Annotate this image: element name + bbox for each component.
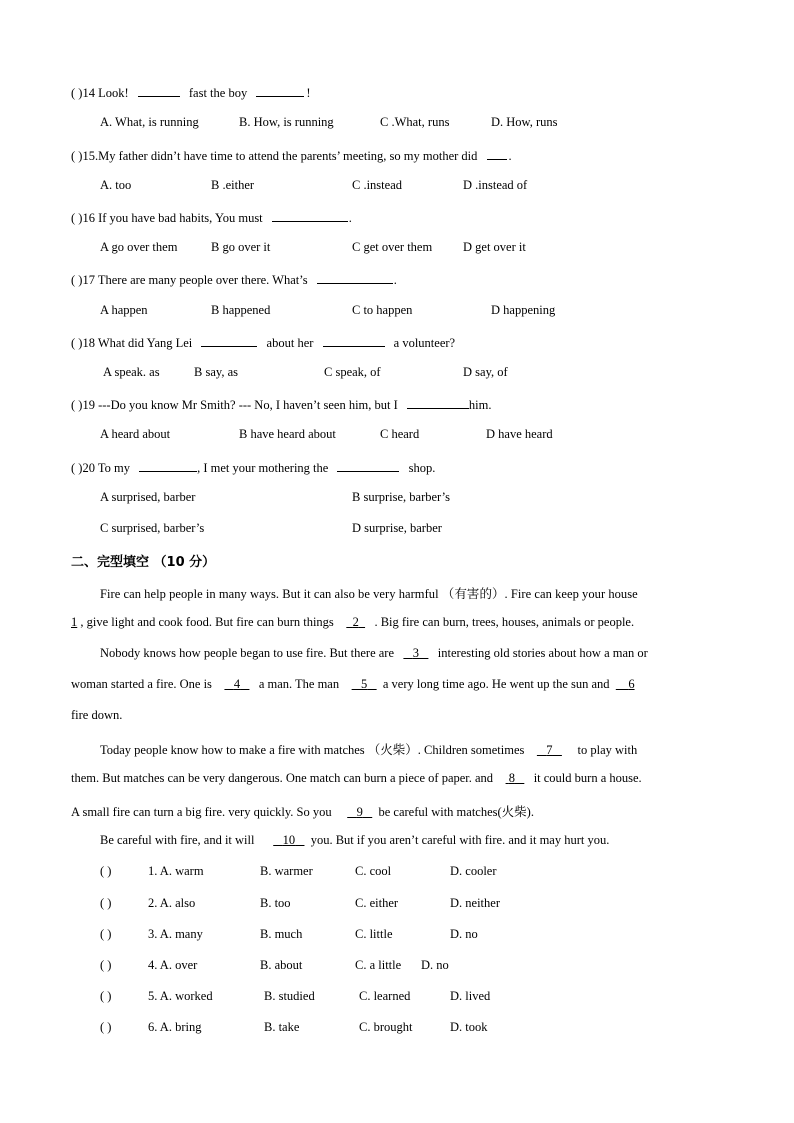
cloze-blank-9 bbox=[347, 805, 372, 819]
cloze-sentence: Nobody knows how people began to use fire. But there are bbox=[100, 646, 395, 660]
stem-text: . bbox=[508, 149, 512, 163]
answer-blank bbox=[256, 84, 304, 97]
option-c: C .What, runs bbox=[380, 115, 450, 129]
option-c: C get over them bbox=[352, 240, 433, 254]
cloze-option-a: 4. A. over bbox=[148, 958, 198, 972]
stem-text: ( )18 What did Yang Lei bbox=[71, 336, 193, 350]
cloze-option-d: D. lived bbox=[450, 989, 491, 1003]
cloze-blank-1: 1 bbox=[71, 615, 78, 629]
cloze-sentence: be careful with matches(火柴). bbox=[378, 805, 534, 819]
question-20-stem bbox=[71, 459, 435, 476]
cloze-option-a: 3. A. many bbox=[148, 927, 203, 941]
cloze-option-c: C. brought bbox=[359, 1020, 413, 1034]
option-a: A speak. as bbox=[103, 365, 160, 379]
cloze-option-b: B. take bbox=[264, 1020, 300, 1034]
blank-number: 2 bbox=[352, 615, 359, 629]
cloze-text bbox=[71, 615, 634, 630]
option-a: A heard about bbox=[100, 427, 171, 441]
option-b: B go over it bbox=[211, 240, 271, 254]
section-heading: 二、完型填空 （10 分） bbox=[71, 555, 216, 570]
stem-text: ! bbox=[306, 86, 311, 100]
cloze-option-b: B. much bbox=[260, 927, 303, 941]
stem-text: ( )19 ---Do you know Mr Smith? --- No, I haven’t seen him, but I bbox=[71, 398, 398, 412]
cloze-blank-10 bbox=[273, 833, 304, 847]
cloze-blank-3 bbox=[403, 646, 428, 660]
answer-paren: ( ) bbox=[100, 864, 112, 878]
answer-blank bbox=[323, 334, 385, 347]
option-b: B happened bbox=[211, 303, 271, 317]
option-b: B .either bbox=[211, 178, 255, 192]
cloze-option-d: D. neither bbox=[450, 896, 500, 910]
option-d: D get over it bbox=[463, 240, 526, 254]
stem-text: a volunteer? bbox=[393, 336, 456, 350]
cloze-blank-7 bbox=[537, 743, 562, 757]
cloze-text bbox=[71, 802, 534, 820]
option-c: C surprised, barber’s bbox=[100, 521, 205, 535]
cloze-sentence: a very long time ago. He went up the sun and bbox=[382, 677, 610, 691]
cloze-option-d: D. cooler bbox=[450, 864, 497, 878]
option-d: D. How, runs bbox=[491, 115, 558, 129]
option-a: A. What, is running bbox=[100, 115, 199, 129]
answer-paren: ( ) bbox=[100, 989, 112, 1003]
stem-text: ( )20 To my bbox=[71, 461, 130, 475]
cloze-text bbox=[100, 740, 637, 758]
question-17-stem bbox=[71, 271, 397, 288]
cloze-blank-2 bbox=[346, 615, 365, 629]
answer-paren: ( ) bbox=[100, 1020, 112, 1034]
cloze-sentence: . Big fire can burn, trees, houses, animals or people. bbox=[374, 615, 635, 629]
option-a: A. too bbox=[100, 178, 132, 192]
option-c: C heard bbox=[380, 427, 420, 441]
cloze-text bbox=[100, 646, 648, 661]
cloze-sentence: , give light and cook food. But fire can burn things bbox=[80, 615, 334, 629]
cloze-option-d: D. took bbox=[450, 1020, 488, 1034]
answer-paren: ( ) bbox=[100, 927, 112, 941]
cloze-option-c: C. learned bbox=[359, 989, 411, 1003]
cloze-sentence: you. But if you aren’t careful with fire. and it may hurt you. bbox=[310, 833, 610, 847]
question-16-stem bbox=[71, 209, 352, 226]
cloze-sentence: to play with bbox=[577, 743, 638, 757]
answer-blank bbox=[317, 271, 393, 284]
cloze-option-b: B. about bbox=[260, 958, 303, 972]
cloze-option-c: C. either bbox=[355, 896, 399, 910]
stem-text: ( )16 If you have bad habits, You must bbox=[71, 211, 263, 225]
option-a: A happen bbox=[100, 303, 148, 317]
cloze-sentence: A small fire can turn a big fire. very quickly. So you bbox=[71, 805, 332, 819]
answer-blank bbox=[139, 459, 197, 472]
option-d: D .instead of bbox=[463, 178, 528, 192]
cloze-sentence: a man. The man bbox=[258, 677, 340, 691]
cloze-text bbox=[100, 833, 609, 848]
cloze-option-c: C. a little bbox=[355, 958, 402, 972]
option-b: B have heard about bbox=[239, 427, 336, 441]
option-b: B say, as bbox=[194, 365, 238, 379]
stem-text: . bbox=[393, 273, 397, 287]
cloze-blank-6 bbox=[616, 677, 635, 691]
cloze-blank-8 bbox=[506, 771, 525, 785]
cloze-sentence: it could burn a house. bbox=[533, 771, 642, 785]
cloze-text bbox=[71, 771, 642, 786]
option-d: D have heard bbox=[486, 427, 553, 441]
answer-blank bbox=[201, 334, 257, 347]
option-b: B. How, is running bbox=[239, 115, 334, 129]
stem-text: him. bbox=[468, 398, 492, 412]
answer-paren: ( ) bbox=[100, 896, 112, 910]
blank-number: 3 bbox=[412, 646, 420, 660]
stem-text: ( )17 There are many people over there. What’s bbox=[71, 273, 308, 287]
option-a: A surprised, barber bbox=[100, 490, 196, 504]
cloze-option-d: D. no bbox=[421, 958, 449, 972]
option-b: B surprise, barber’s bbox=[352, 490, 451, 504]
cloze-option-b: B. studied bbox=[264, 989, 315, 1003]
question-19-stem bbox=[71, 396, 492, 413]
cloze-option-d: D. no bbox=[450, 927, 478, 941]
cloze-option-a: 1. A. warm bbox=[148, 864, 204, 878]
blank-number: 10 bbox=[282, 833, 296, 847]
cloze-option-b: B. too bbox=[260, 896, 291, 910]
answer-blank bbox=[272, 209, 348, 222]
blank-number: 7 bbox=[546, 743, 553, 757]
cloze-sentence: them. But matches can be very dangerous. One match can burn a piece of paper. and bbox=[71, 771, 494, 785]
cloze-sentence: Today people know how to make a fire with matches （火柴）. Children sometimes bbox=[100, 743, 525, 757]
stem-text: ( )15.My father didn’t have time to attend the parents’ meeting, so my mother did bbox=[71, 149, 478, 163]
stem-text: , I met your mothering the bbox=[197, 461, 329, 475]
cloze-sentence: Be careful with fire, and it will bbox=[100, 833, 255, 847]
blank-number: 9 bbox=[356, 805, 363, 819]
option-d: D surprise, barber bbox=[352, 521, 442, 535]
question-18-stem bbox=[71, 334, 455, 351]
blank-number: 5 bbox=[361, 677, 368, 691]
cloze-sentence: woman started a fire. One is bbox=[71, 677, 212, 691]
option-d: D happening bbox=[491, 303, 556, 317]
cloze-option-a: 6. A. bring bbox=[148, 1020, 202, 1034]
option-c: C speak, of bbox=[324, 365, 381, 379]
blank-number: 6 bbox=[628, 677, 635, 691]
cloze-text bbox=[100, 584, 638, 602]
stem-text: fast the boy bbox=[188, 86, 248, 100]
question-14-stem bbox=[71, 84, 311, 101]
cloze-option-a: 2. A. also bbox=[148, 896, 196, 910]
cloze-text: fire down. bbox=[71, 708, 123, 722]
option-c: C to happen bbox=[352, 303, 413, 317]
option-d: D say, of bbox=[463, 365, 508, 379]
answer-blank bbox=[138, 84, 180, 97]
cloze-option-c: C. cool bbox=[355, 864, 392, 878]
stem-text: about her bbox=[266, 336, 314, 350]
cloze-blank-4 bbox=[224, 677, 249, 691]
cloze-sentence: interesting old stories about how a man or bbox=[437, 646, 648, 660]
blank-number: 4 bbox=[233, 677, 241, 691]
cloze-text bbox=[71, 677, 635, 692]
question-15-stem bbox=[71, 147, 512, 164]
cloze-option-b: B. warmer bbox=[260, 864, 313, 878]
cloze-option-a: 5. A. worked bbox=[148, 989, 213, 1003]
answer-paren: ( ) bbox=[100, 958, 112, 972]
stem-text: ( )14 Look! bbox=[71, 86, 129, 100]
option-c: C .instead bbox=[352, 178, 402, 192]
cloze-option-c: C. little bbox=[355, 927, 393, 941]
blank-number: 8 bbox=[508, 771, 515, 785]
cloze-blank-5 bbox=[352, 677, 377, 691]
stem-text: shop. bbox=[408, 461, 436, 475]
cloze-sentence: Fire can help people in many ways. But it can also be very harmful （有害的）. Fire can keep your house bbox=[100, 587, 638, 601]
answer-blank bbox=[337, 459, 399, 472]
answer-blank bbox=[487, 147, 507, 160]
option-a: A go over them bbox=[100, 240, 178, 254]
answer-blank bbox=[407, 396, 469, 409]
stem-text: . bbox=[348, 211, 352, 225]
